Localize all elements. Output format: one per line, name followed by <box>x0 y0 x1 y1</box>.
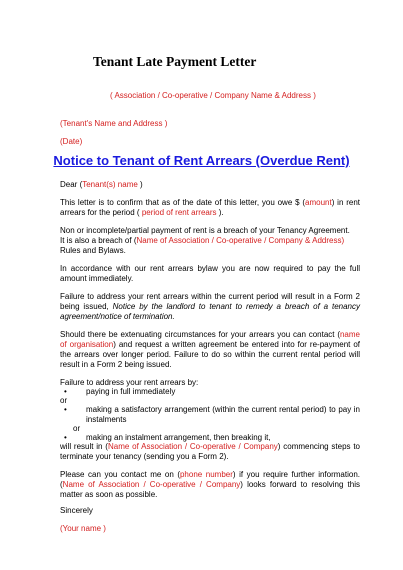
p5-text-a: Should there be extenuating circumstances for your arrears you can contact ( <box>60 330 340 339</box>
paragraph-confirm <box>60 198 360 218</box>
tenant-name-field: Tenant(s) name <box>82 180 138 189</box>
association-field: Name of Association / Co-operative / Company <box>107 442 278 451</box>
period-field: period of rent arrears <box>139 208 217 217</box>
salutation-suffix: ) <box>137 180 143 189</box>
bullet-break-arrangement: making an instalment arrangement, then breaking it, <box>86 433 271 442</box>
p7-text-a: Please can you contact me on ( <box>60 470 180 479</box>
closing-sincerely: Sincerely <box>60 506 93 515</box>
p5-text-b: ) and request a written agreement be entered into for re-payment of the arrears over longer period. Failure to do so within the current rental period will result in a Form 2 being issued. <box>60 340 360 369</box>
signoff-open: ( <box>60 524 63 533</box>
p7-text-b: ) if you require further information. ( <box>60 470 361 489</box>
signoff-close: ) <box>101 524 106 533</box>
p2-line-c: Rules and Bylaws. <box>60 246 126 255</box>
paragraph-failure-lead: Failure to address your rent arrears by: <box>60 378 199 387</box>
p2-text-b: It is also a breach of ( <box>60 236 137 245</box>
association-field: Name of Association / Co-operative / Company <box>62 480 241 489</box>
your-name-field: Your name <box>62 524 102 533</box>
organisation-field: name of organisation <box>60 330 360 349</box>
paragraph-form2 <box>60 292 360 322</box>
p4-text: Failure to address your rent arrears within the current period will result in a Form 2 being issued, <box>60 292 360 311</box>
bullet-dot: • <box>64 387 67 396</box>
p7-text-c: ) looks forward to resolving this matter as soon as possible. <box>60 480 360 499</box>
p2-line-a: Non or incomplete/partial payment of rent is a breach of your Tenancy Agreement. <box>60 226 350 235</box>
association-field: Name of Association / Co-operative / Company & Address) <box>136 236 345 245</box>
p1-text-b: ) in rent arrears for the period ( <box>60 198 360 217</box>
p6-will-text-b: ) commencing steps to terminate your tenancy (sending you a Form 2). <box>60 442 361 461</box>
p6-will-text: will result in ( <box>60 442 108 451</box>
p1-text-c: ). <box>216 208 224 217</box>
letter-title: Tenant Late Payment Letter <box>93 54 257 69</box>
paragraph-bylaw: In accordance with our rent arrears bylaw you are now required to pay the full amount immediately. <box>60 264 360 283</box>
signoff <box>60 524 360 534</box>
or-separator: or <box>73 424 81 433</box>
tenant-address: (Tenant's Name and Address ) <box>60 119 168 128</box>
bullet-pay-full: paying in full immediately <box>86 387 176 396</box>
bullet-arrangement: making a satisfactory arrangement (within the current rental period) to pay in instalments <box>86 405 360 424</box>
amount-field: amount <box>305 198 332 207</box>
paragraph-circumstances <box>60 330 360 370</box>
bullet-dot: • <box>64 433 67 442</box>
phone-field: phone number <box>179 470 233 479</box>
salutation <box>60 180 360 190</box>
paragraph-breach <box>60 226 360 256</box>
p1-text-a: This letter is to confirm that as of the date of this letter, you owe $ ( <box>60 198 306 207</box>
association-line: ( Association / Co-operative / Company Name & Address ) <box>110 91 316 100</box>
salutation-prefix: Dear ( <box>60 180 83 189</box>
or-separator: or <box>60 396 68 405</box>
p4-italic-text: Notice by the landlord to tenant to remedy a breach of a tenancy agreement/notice of termination. <box>60 302 360 321</box>
letter-date: (Date) <box>60 137 83 146</box>
paragraph-contact <box>60 470 360 500</box>
notice-heading: Notice to Tenant of Rent Arrears (Overdue Rent) <box>53 153 350 168</box>
bullet-dot: • <box>64 405 67 414</box>
paragraph-termination <box>60 442 360 462</box>
